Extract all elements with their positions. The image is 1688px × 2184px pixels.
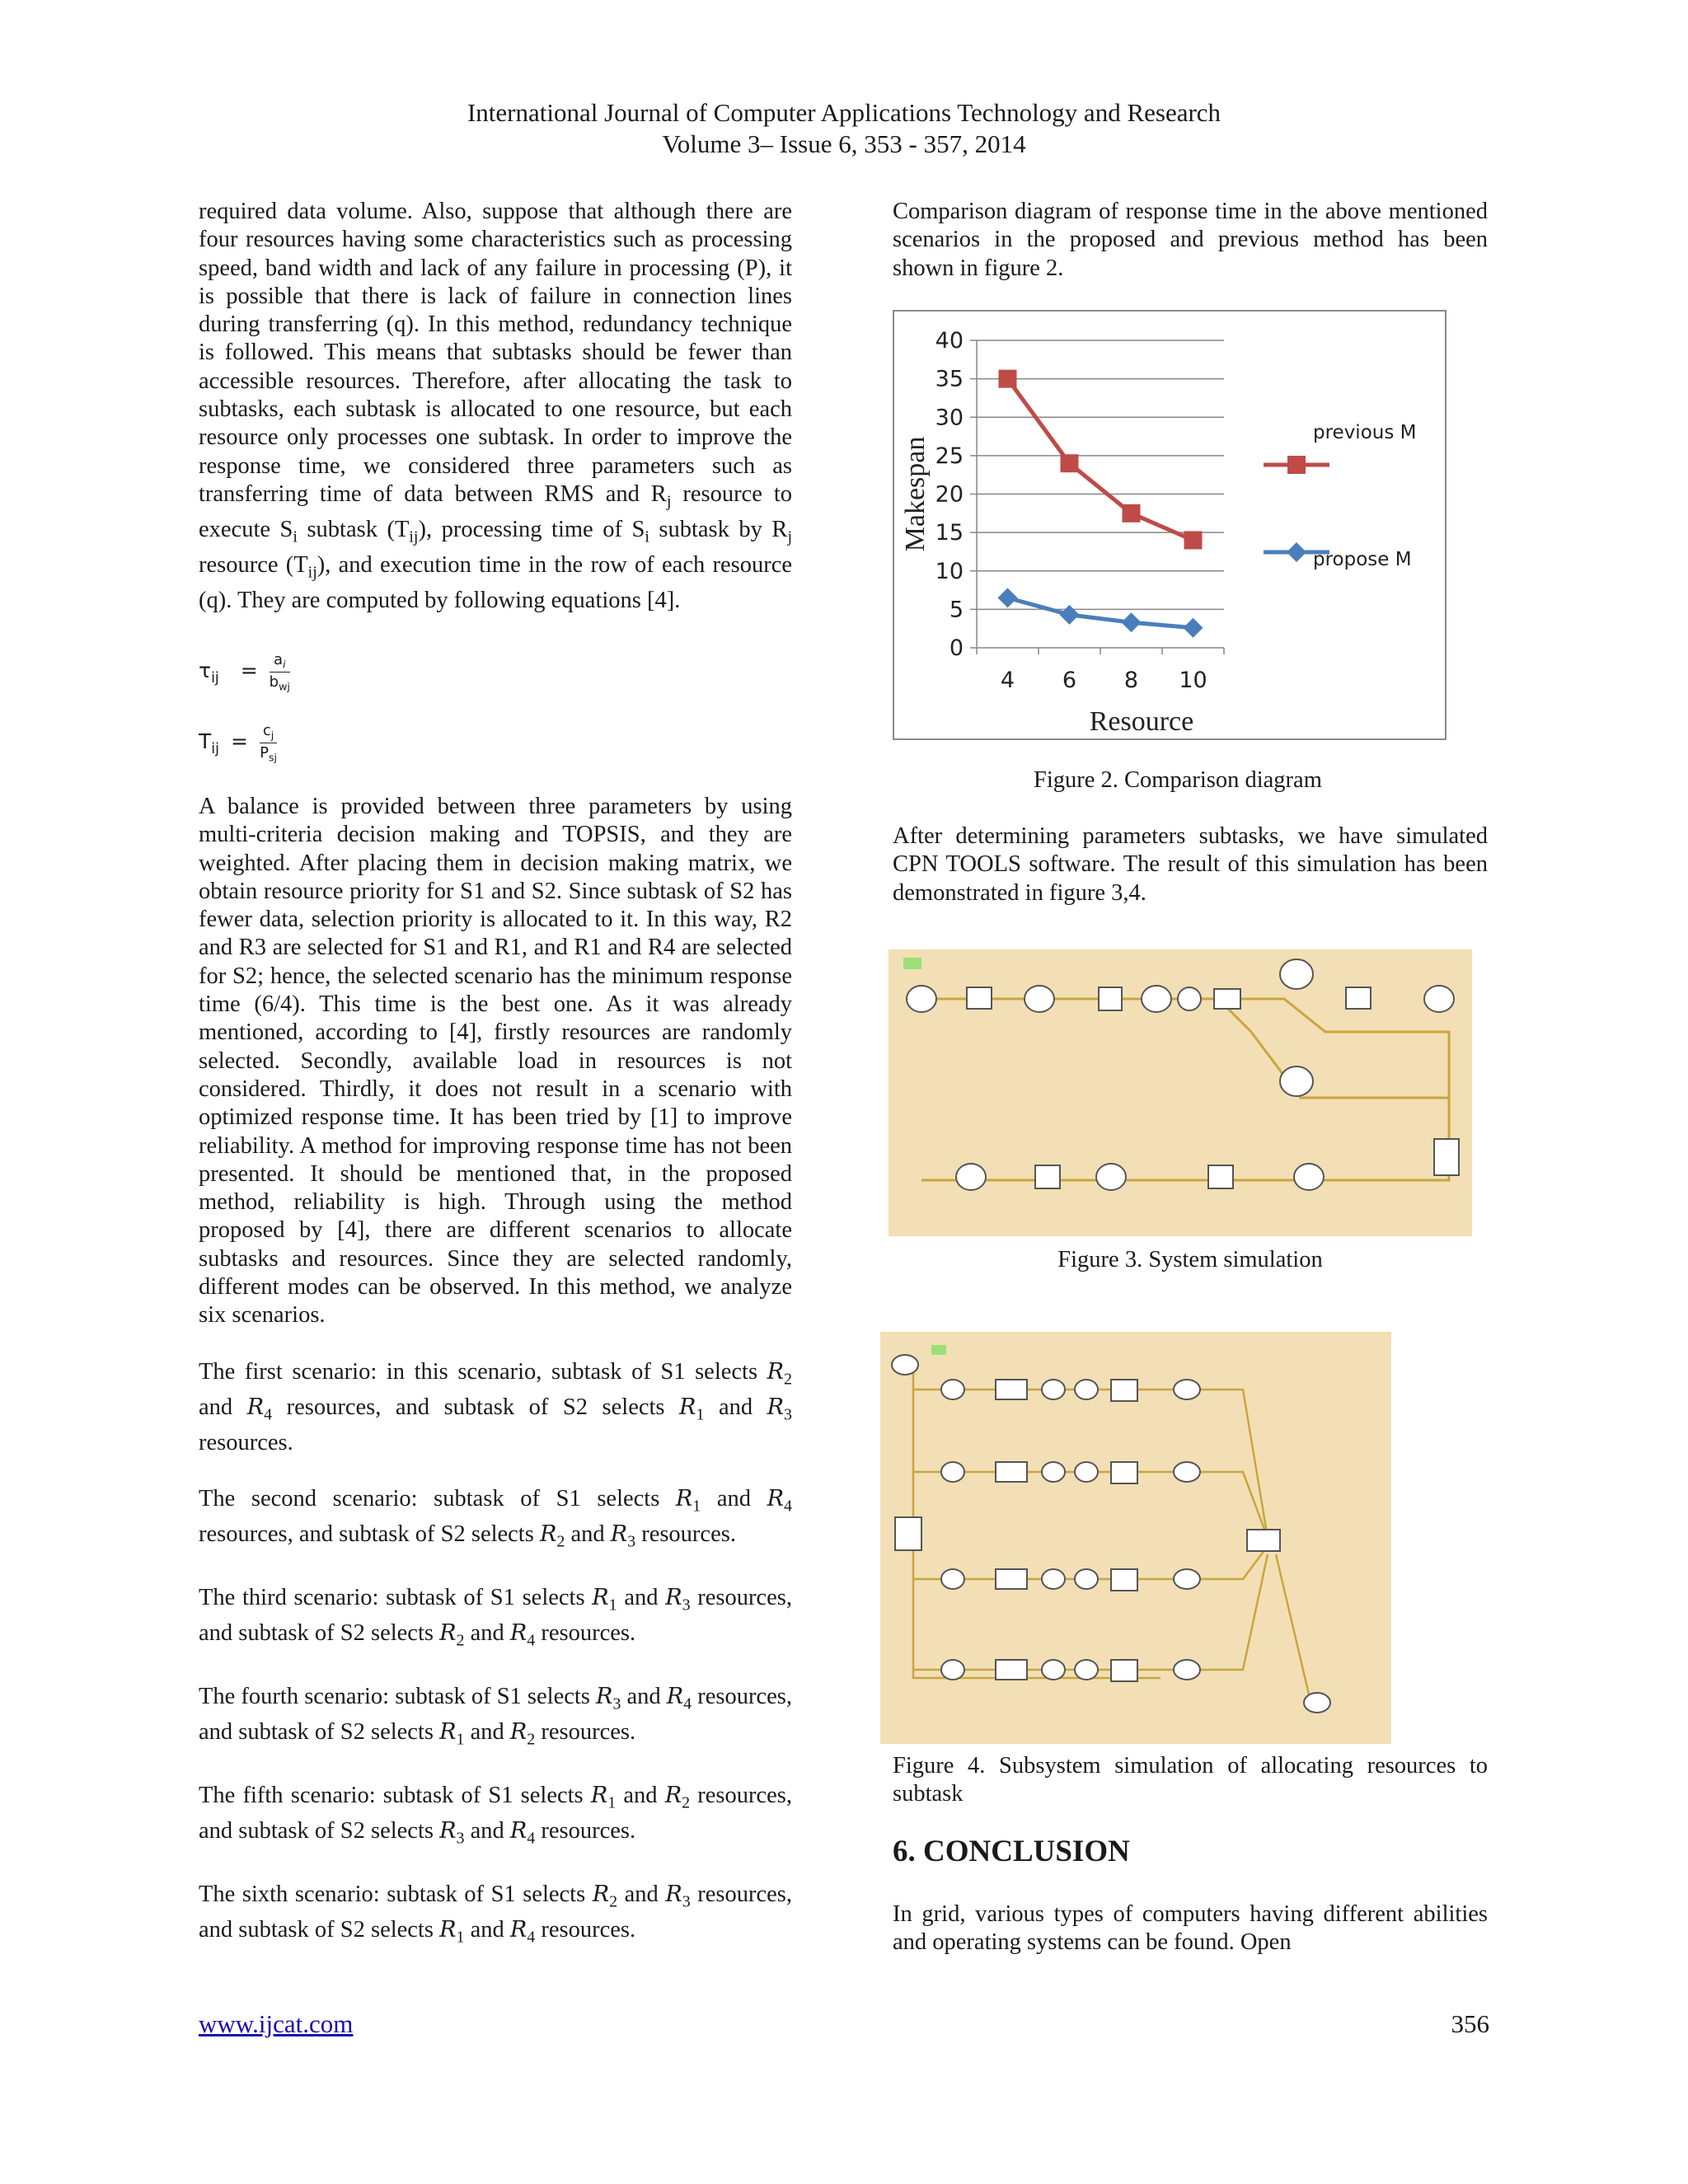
- figure-4-image: [880, 1332, 1391, 1744]
- scenario-paragraph: The second scenario: subtask of S1 selects $R_1$ and $R_4$ resources, and subtask of S2 selects $R_2$ and $R_3$ resources.: [199, 1485, 792, 1551]
- comparison-line-chart: [894, 312, 1445, 738]
- section-title-conclusion: 6. CONCLUSION: [893, 1835, 1130, 1868]
- data-point: [1184, 618, 1203, 638]
- token-marker: [903, 958, 921, 969]
- figure-2-caption: Figure 2. Comparison diagram: [1034, 767, 1322, 793]
- legend-label: propose M: [1313, 549, 1412, 570]
- paragraph-comparison: Comparison diagram of response time in the above mentioned scenarios in the proposed and previous method has been shown in figure 2.: [893, 199, 1488, 281]
- scenario-paragraph: The third scenario: subtask of S1 selects $R_1$ and $R_3$ resources, and subtask of S2 selects $R_2$ and $R_4$ resources.: [199, 1584, 792, 1650]
- y-tick-label: 10: [935, 558, 964, 584]
- journal-website-link[interactable]: www.ijcat.com: [199, 2009, 354, 2038]
- left-column-lower: [199, 793, 792, 1952]
- right-column-sim-text: [893, 823, 1488, 907]
- series-line: [1008, 598, 1193, 627]
- journal-title: International Journal of Computer Applications Technology and Research: [467, 98, 1221, 127]
- journal-volume: Volume 3– Issue 6, 353 - 357, 2014: [662, 129, 1026, 158]
- x-tick-label: 8: [1123, 668, 1139, 693]
- y-tick-label: 25: [935, 443, 964, 469]
- cpn-system-diagram: [889, 949, 1472, 1236]
- y-tick-label: 30: [935, 405, 964, 431]
- legend-label: previous M: [1313, 422, 1417, 443]
- x-tick-label: 6: [1062, 668, 1077, 693]
- data-point: [998, 588, 1018, 607]
- x-tick-label: 10: [1179, 668, 1207, 693]
- data-point: [1060, 605, 1080, 625]
- scenario-paragraph: The first scenario: in this scenario, subtask of S1 selects $R_2$ and $R_4$ resources, and subtask of S2 selects $R_1$ and $R_3$ resources.: [199, 1358, 792, 1455]
- series-line: [1008, 379, 1193, 541]
- journal-header: [0, 97, 1688, 160]
- conclusion-text: [893, 1900, 1488, 1957]
- paragraph-parameters: required data volume. Also, suppose that although there are four resources having some characteristics such as processing speed, band width and lack of any failure in processing (P), it is possible that there is lack of failure in connection lines during transferring (q). In this method, redundancy technique is followed. This means that subtasks should be fewer than accessible resources. Therefore, after allocating the task to subtasks, each subtask is allocated to one resource, but each resource only processes one subtask. In order to improve the response time, we considered three parameters such as transferring time of data between RMS and $R_j$ resource to execute $S_i$ subtask $(T_{ij})$, processing time of $S_i$ subtask by $R_j$ resource $(T_{ij})$, and execution time in the row of each resource (q). They are computed by following equations [4].: [199, 199, 792, 613]
- data-point: [1122, 612, 1142, 632]
- legend-marker: [1287, 456, 1306, 474]
- scenario-paragraph: The sixth scenario: subtask of S1 selects $R_2$ and $R_3$ resources, and subtask of S2 selects $R_1$ and $R_4$ resources.: [199, 1881, 792, 1947]
- scenario-paragraph: The fifth scenario: subtask of S1 selects $R_1$ and $R_2$ resources, and subtask of S2 selects $R_3$ and $R_4$ resources.: [199, 1782, 792, 1848]
- data-point: [1123, 504, 1141, 523]
- y-tick-label: 0: [949, 635, 964, 661]
- data-point: [1061, 454, 1079, 472]
- y-tick-label: 35: [935, 366, 964, 392]
- figure-2-chart: [893, 310, 1447, 740]
- data-point: [1184, 531, 1203, 549]
- legend-marker: [1287, 542, 1306, 562]
- scenario-list: [199, 1358, 792, 1952]
- page-number: 356: [1451, 2009, 1489, 2038]
- figure-3-caption: Figure 3. System simulation: [1057, 1247, 1323, 1272]
- y-tick-label: 15: [935, 520, 964, 546]
- paragraph-topsis: A balance is provided between three parameters by using multi-criteria decision making and TOPSIS, and they are weighted. After placing them in decision making matrix, we obtain resource priority for S1 and S2. Since subtask of S2 has fewer data, selection priority is allocated to it. In this way, R2 and R3 are selected for S1 and R1, and R1 and R4 are selected for S2; hence, the selected scenario has the minimum response time (6/4). This time is the best one. As it was already mentioned, according to [4], firstly resources are randomly selected. Secondly, available load in resources is not considered. Thirdly, it does not result in a scenario with optimized response time. It has been tried by [1] to improve reliability. A method for improving response time has not been presented. It should be mentioned that, in the proposed method, reliability is high. Through using the method proposed by [4], there are different scenarios to allocate subtasks and resources. Since they are selected randomly, different modes can be observed. In this method, we analyze six scenarios.: [199, 794, 792, 1329]
- y-tick-label: 5: [949, 597, 964, 623]
- x-tick-label: 4: [1000, 668, 1015, 693]
- paragraph-simulation: After determining parameters subtasks, we have simulated CPN TOOLS software. The result of this simulation has been demonstrated in figure 3,4.: [893, 823, 1488, 906]
- scenario-paragraph: The fourth scenario: subtask of S1 selects $R_3$ and $R_4$ resources, and subtask of S2 selects $R_1$ and $R_2$ resources.: [199, 1683, 793, 1749]
- x-axis-label: Resource: [1089, 706, 1194, 737]
- paragraph-conclusion: In grid, various types of computers having different abilities and operating systems can be found. Open: [893, 1901, 1488, 1956]
- figure-4-caption: Figure 4. Subsystem simulation of allocating resources to subtask: [893, 1753, 1488, 1807]
- equation-t: $T_{ij}$ = $\frac{c_j}{P_{sj}}$: [199, 722, 278, 764]
- y-tick-label: 40: [935, 328, 964, 354]
- figure-3-image: [889, 949, 1472, 1236]
- data-point: [999, 370, 1017, 388]
- y-tick-label: 20: [935, 481, 964, 508]
- y-axis-label: Makespan: [900, 436, 931, 552]
- right-column-intro: [893, 198, 1488, 283]
- left-column: [199, 198, 792, 615]
- equation-tau: $\tau_{ij}$ = $\frac{a_i}{b_{wj}}$: [199, 651, 290, 693]
- cpn-subsystem-diagram: [880, 1332, 1391, 1744]
